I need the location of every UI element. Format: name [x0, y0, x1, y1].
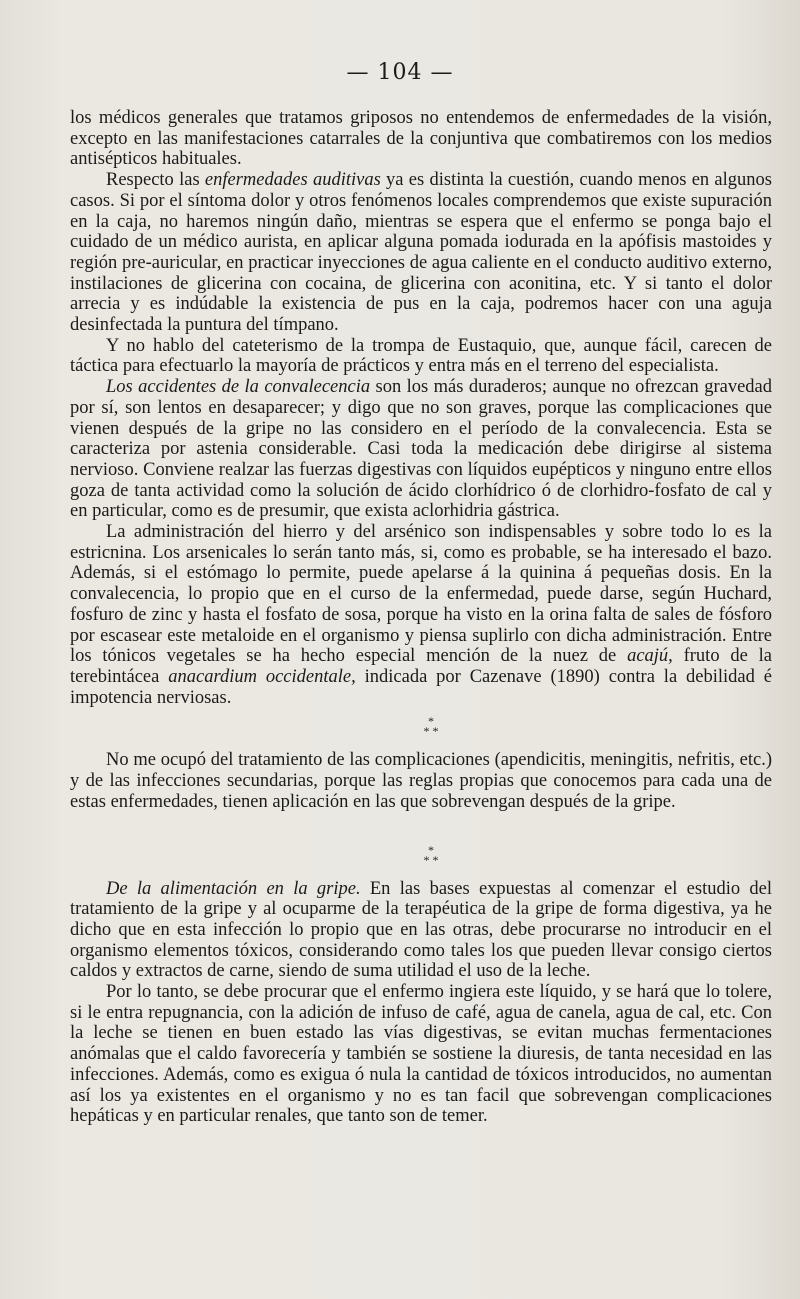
paragraph: [70, 336, 772, 377]
italic-term: Los accidentes de la convalecencia: [106, 377, 371, 398]
paragraph-text: Y no hablo del cateterismo de la trompa de Eustaquio, que, aunque fácil, carecen de táctica para efectuarlo la mayoría de prácticos y entra más en el terreno del especialista.: [70, 335, 772, 377]
paragraph: Respecto las enfermedades auditivas ya es distinta la cuestión, cuando menos en algunos casos. Si por el síntoma dolor y otros fenómenos locales comprendemos que existe supuración en la caja, no haremos ningún daño, mientras se espera que el enfermo se ponga bajo el cuidado de un médico aurista, en aplicar alguna pomada iodurada en la apófisis mastoides y región pre-auricular, en practicar inyecciones de agua caliente en el conducto auditivo externo, instilaciones de glicerina con cocaina, de glicerina con aconitina, etc. Y si tanto el dolor arrecia y es indúdable la existencia de pus en la caja, podremos hacer con una aguja desinfectada la puntura del tímpano.: [70, 170, 772, 336]
paragraph: La administración del hierro y del arsénico son indispensables y sobre todo lo es la estricnina. Los arsenicales lo serán tanto más, si, como es probable, se ha interesado el bazo. Además, si el estómago lo permite, puede apelarse á la quinina á pequeñas dosis. En la convalecencia, lo propio que en el curso de la enfermedad, puede darse, según Huchard, fosfuro de zinc y hasta el fosfato de sosa, porque ha visto en la orina falta de sales de fósforo por escasear este metaloide en el organismo y piensa suplirlo con dicha administración. Entre los tónicos vegetales se ha hecho especial mención de la nuez de acajú, fruto de la terebintácea anacardium occidentale, indicada por Cazenave (1890) contra la debilidad é impotencia nerviosas.: [70, 522, 772, 708]
italic-term: acajú,: [627, 646, 673, 667]
italic-term: enfermedades auditivas: [204, 170, 381, 191]
italic-term: anacardium occidentale,: [168, 666, 356, 687]
paragraph: De la alimentación en la gripe. En las bases expuestas al comenzar el estudio del tratamiento de la gripe y al ocuparme de la terapéutica de la gripe de forma digestiva, ya he dicho que en esta infección lo propio que en las otras, debe procurarse no introducir en el organismo elementos tóxicos, considerando como tales los que pueden llevar consigo ciertos caldos y extractos de carne, siendo de suma utilidad el uso de la leche.: [70, 878, 772, 982]
paragraph-text: los médicos generales que tratamos griposos no entendemos de enfermedades de la visión, excepto en las manifestaciones catarrales de la conjuntiva que combatiremos con los medios antisépticos habituales.: [70, 108, 772, 170]
page-body: [70, 108, 772, 1127]
paragraph: [70, 108, 772, 170]
page-number: — 104 —: [346, 60, 454, 85]
paragraph-text: Por lo tanto, se debe procurar que el enfermo ingiera este líquido, y se hará que lo tolere, si le entra repugnancia, con la adición de infuso de café, agua de canela, agua de cal, etc. Con la leche se tienen en buen estado las vías digestivas, se evitan muchas fermentaciones anómalas que el caldo favorecería y también se sostiene la diuresis, de tanta necesidad en las infecciones. Además, como es exigua ó nula la cantidad de tóxicos introducidos, no aumentan así los ya existentes en el organismo y no es tan facil que sobrevengan complicaciones hepáticas y en particular renales, que tanto son de temer.: [70, 982, 772, 1127]
paragraph: Los accidentes de la convalecencia son los más duraderos; aunque no ofrezcan gravedad por sí, son lentos en desaparecer; y digo que no son graves, porque las complicaciones que vienen después de la gripe no las considero en el período de la convalecencia. Esta se caracteriza por astenia considerable. Casi toda la medicación debe dirigirse al sistema nervioso. Conviene realzar las fuerzas digestivas con líquidos eupépticos y ninguno entre ellos goza de tanta actividad como la solución de ácido clorhídrico ó de clorhidro-fosfato de cal y en particular, como es de presumir, que exista aclorhidria gástrica.: [70, 377, 772, 522]
section-heading: De la alimentación en la gripe.: [106, 878, 361, 899]
asterism-separator: * * *: [423, 842, 439, 867]
paragraph-text: No me ocupó del tratamiento de las complicaciones (apendicitis, meningitis, nefritis, etc.) y de las infecciones secundarias, porque las reglas propias que conocemos para cada una de estas enfermedades, tienen aplicación en las que sobrevengan después de la gripe.: [70, 750, 772, 812]
asterism-separator: * * *: [423, 714, 439, 739]
paragraph: [70, 982, 772, 1127]
paragraph: [70, 750, 772, 812]
